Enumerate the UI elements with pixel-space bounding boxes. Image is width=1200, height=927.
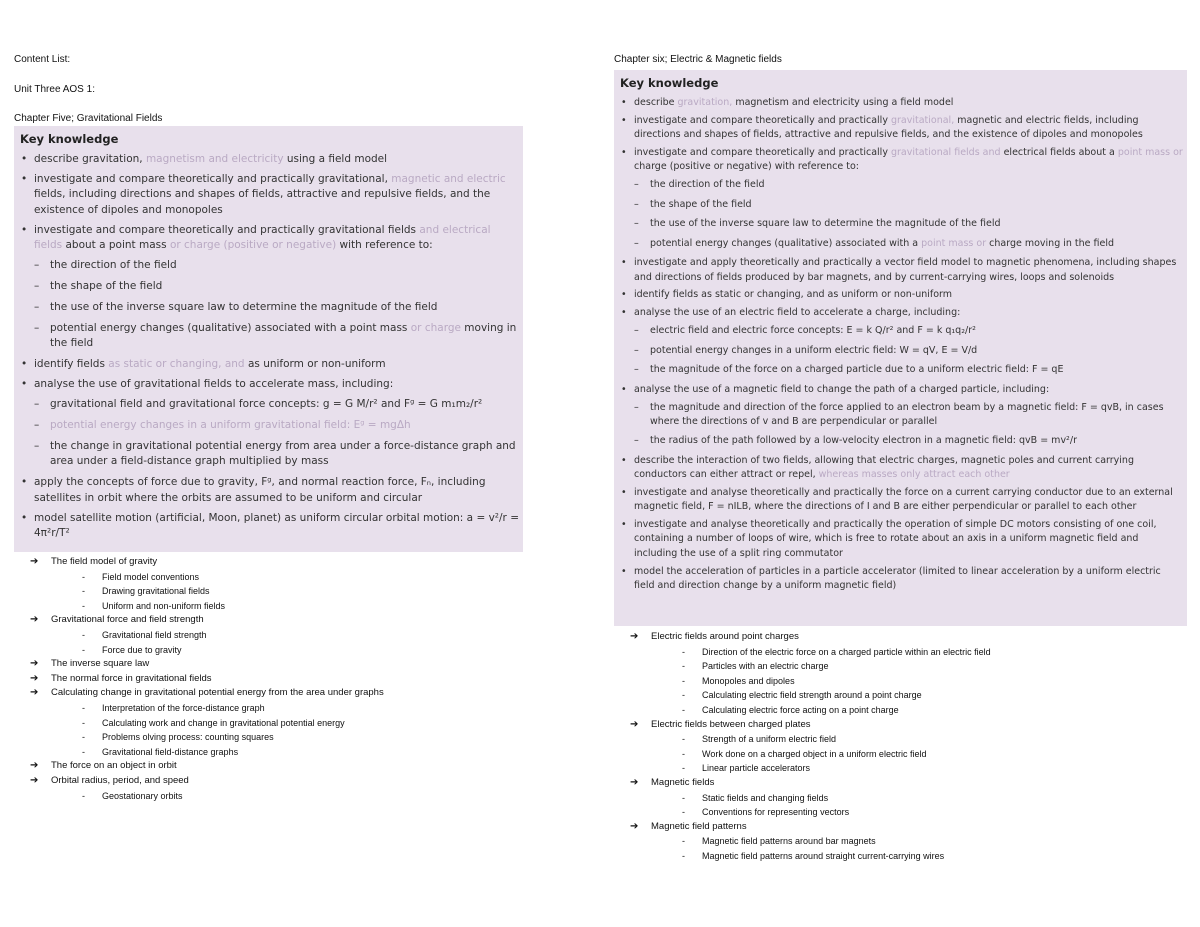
key-knowledge-sub-item — [20, 300, 519, 316]
subtopic-item: - Geostationary orbits — [30, 789, 384, 804]
topic-item: ➔ The field model of gravity — [30, 555, 384, 570]
key-knowledge-sub-item — [620, 217, 1183, 231]
text-segment: electrical fields about a — [1000, 147, 1118, 159]
text-segment: electric field and electric force concepts: E = k Q/r² and F = k q₁q₂/r² — [650, 325, 976, 337]
subtopic-item: - Monopoles and dipoles — [630, 674, 991, 689]
text-segment: about a point mass — [62, 239, 170, 252]
key-knowledge-sub-item — [620, 401, 1183, 430]
text-segment: apply the concepts of force due to gravity, Fᵍ, and normal reaction force, Fₙ, including satellites in orbit where the orbits are assumed to be uniform and circular — [34, 476, 486, 504]
faded-text: and electrical fields — [34, 223, 491, 252]
topic-item: ➔ The inverse square law — [30, 657, 384, 672]
text-segment: moving in the field — [50, 321, 517, 350]
faded-text: magnetic and electric — [391, 172, 506, 185]
faded-text: potential energy changes in a uniform gravitational field: Eᵍ = mgΔh — [50, 418, 411, 431]
topic-item: ➔ The force on an object in orbit — [30, 759, 384, 774]
key-knowledge-bullet — [20, 172, 519, 219]
text-segment: analyse the use of an electric field to accelerate a charge, including: — [634, 307, 961, 319]
faded-text: gravitational fields and — [890, 147, 1001, 159]
text-segment: the direction of the field — [50, 259, 177, 272]
text-segment: model satellite motion (artificial, Moon, planet) as uniform circular orbital motion: a = v²/r = 4π²r/T² — [34, 511, 520, 540]
key-knowledge-bullet — [620, 146, 1183, 175]
key-knowledge-bullet — [620, 256, 1183, 285]
content-list-heading: Content List: — [14, 54, 71, 65]
text-segment: potential energy changes (qualitative) associated with a point mass — [50, 321, 411, 334]
key-knowledge-bullet — [620, 454, 1183, 483]
key-knowledge-sub-item — [20, 418, 519, 434]
text-segment: charge (positive or negative) with reference to: — [634, 161, 859, 173]
topic-item: ➔ Electric fields between charged plates — [630, 718, 991, 733]
key-knowledge-bullet — [20, 475, 519, 506]
key-knowledge-bullet — [620, 288, 1183, 302]
faded-text: magnetism and electricity — [145, 153, 284, 165]
subtopic-item: - Work done on a charged object in a uniform electric field — [630, 747, 991, 762]
chapter-five-topic-list — [30, 555, 384, 803]
subtopic-item: - Field model conventions — [30, 570, 384, 585]
subtopic-item: - Conventions for representing vectors — [630, 805, 991, 820]
subtopic-item: - Magnetic field patterns around bar magnets — [630, 834, 991, 849]
key-knowledge-bullet — [620, 306, 1183, 320]
text-segment: investigate and compare theoretically and practically gravitational fields — [34, 223, 420, 236]
faded-text: or charge — [410, 321, 461, 334]
key-knowledge-sub-item — [620, 344, 1183, 358]
text-segment: model the acceleration of particles in a particle accelerator (limited to linear acceleration by a uniform electric field and direction change by a uniform magnetic field) — [634, 565, 1161, 591]
text-segment: the magnitude of the force on a charged particle due to a uniform electric field: F = qE — [650, 364, 1064, 376]
text-segment: describe gravitation, — [34, 153, 146, 165]
topic-item: ➔ The normal force in gravitational fields — [30, 672, 384, 687]
key-knowledge-list — [620, 96, 1183, 593]
key-knowledge-sub-item — [20, 439, 519, 470]
key-knowledge-bullet — [620, 114, 1183, 143]
chapter-six-topic-list — [630, 630, 991, 864]
key-knowledge-bullet — [20, 511, 519, 542]
key-knowledge-bullet — [620, 518, 1183, 561]
key-knowledge-sub-item — [620, 178, 1183, 192]
text-segment: magnetic and electric fields, including directions and shapes of fields, attractive and repulsive fields, and the existence of dipoles and monopoles — [634, 114, 1143, 141]
chapter-five-heading: Chapter Five; Gravitational Fields — [14, 113, 163, 124]
text-segment: investigate and compare theoretically and practically — [634, 147, 891, 159]
subtopic-item: - Force due to gravity — [30, 643, 384, 658]
text-segment: analyse the use of gravitational fields to accelerate mass, including: — [34, 378, 394, 391]
key-knowledge-sub-item — [20, 321, 519, 352]
faded-text: or charge (positive or negative) — [169, 239, 337, 252]
faded-text: point mass or — [1117, 147, 1183, 159]
key-knowledge-bullet — [620, 486, 1183, 515]
unit-heading: Unit Three AOS 1: — [14, 84, 95, 95]
text-segment: analyse the use of a magnetic field to change the path of a charged particle, including: — [634, 383, 1050, 395]
topic-item: ➔ Gravitational force and field strength — [30, 613, 384, 628]
key-knowledge-box-gravitational — [14, 126, 523, 552]
subtopic-item: - Calculating work and change in gravitational potential energy — [30, 716, 384, 731]
faded-text: gravitational, — [890, 114, 955, 126]
key-knowledge-sub-item — [620, 324, 1183, 338]
key-knowledge-bullet — [20, 357, 519, 373]
subtopic-item: - Strength of a uniform electric field — [630, 732, 991, 747]
key-knowledge-bullet — [20, 152, 519, 168]
key-knowledge-sub-item — [20, 279, 519, 295]
text-segment: describe — [634, 97, 678, 108]
subtopic-item: - Particles with an electric charge — [630, 659, 991, 674]
text-segment: the change in gravitational potential energy from area under a force-distance graph and area under a field-distance graph multiplied by mass — [50, 439, 516, 468]
key-knowledge-sub-item — [20, 397, 519, 413]
faded-text: gravitation, — [677, 97, 733, 108]
text-segment: potential energy changes (qualitative) associated with a — [650, 237, 922, 249]
topic-item: ➔ Magnetic fields — [630, 776, 991, 791]
key-knowledge-sub-item — [620, 198, 1183, 212]
text-segment: fields, including directions and shapes of fields, attractive and repulsive fields, and the existence of dipoles and monopoles — [34, 188, 491, 216]
text-segment: the radius of the path followed by a low-velocity electron in a magnetic field: qvB = mv²/r — [650, 435, 1077, 447]
text-segment: with reference to: — [336, 239, 433, 252]
key-knowledge-bullet — [20, 377, 519, 393]
topic-item: ➔ Orbital radius, period, and speed — [30, 774, 384, 789]
text-segment: identify fields as static or changing, and as uniform or non-uniform — [634, 289, 953, 301]
subtopic-item: - Static fields and changing fields — [630, 791, 991, 806]
text-segment: describe the interaction of two fields, allowing that electric charges, magnetic poles and current carrying conductors can either attract or repel, — [634, 454, 1134, 481]
topic-item: ➔ Calculating change in gravitational potential energy from the area under graphs — [30, 686, 384, 701]
text-segment: gravitational field and gravitational force concepts: g = G M/r² and Fᵍ = G m₁m₂/r² — [50, 398, 483, 411]
subtopic-item: - Calculating electric force acting on a point charge — [630, 703, 991, 718]
subtopic-item: - Interpretation of the force-distance graph — [30, 701, 384, 716]
subtopic-item: - Drawing gravitational fields — [30, 584, 384, 599]
text-segment: investigate and compare theoretically and practically gravitational, — [34, 172, 392, 185]
text-segment: potential energy changes in a uniform electric field: W = qV, E = V/d — [650, 344, 978, 356]
text-segment: the shape of the field — [650, 198, 752, 210]
subtopic-item: - Magnetic field patterns around straight current-carrying wires — [630, 849, 991, 864]
key-knowledge-sub-item — [620, 237, 1183, 251]
text-segment: magnetism and electricity using a field model — [732, 97, 954, 108]
text-segment: using a field model — [283, 153, 388, 165]
text-segment: investigate and apply theoretically and practically a vector field model to magnetic phenomena, including shapes and directions of fields produced by bar magnets, and by current-carrying wires, loops and solenoids — [634, 257, 1177, 283]
key-knowledge-box-electric-magnetic — [614, 70, 1187, 626]
key-knowledge-sub-item — [20, 258, 519, 274]
text-segment: investigate and compare theoretically and practically — [634, 114, 891, 126]
subtopic-item: - Linear particle accelerators — [630, 761, 991, 776]
key-knowledge-bullet — [20, 223, 519, 254]
faded-text: whereas masses only attract each other — [818, 469, 1010, 481]
text-segment: the direction of the field — [650, 179, 765, 191]
subtopic-item: - Gravitational field strength — [30, 628, 384, 643]
text-segment: the shape of the field — [50, 280, 163, 293]
topic-item: ➔ Electric fields around point charges — [630, 630, 991, 645]
chapter-six-heading: Chapter six; Electric & Magnetic fields — [614, 54, 782, 65]
key-knowledge-bullet — [620, 383, 1183, 397]
text-segment: the magnitude and direction of the force applied to an electron beam by a magnetic field: F = qvB, in cases where the directions of v and B are perpendicular or parallel — [650, 401, 1164, 427]
text-segment: investigate and analyse theoretically and practically the operation of simple DC motors consisting of one coil, containing a number of loops of wire, which is free to rotate about an axis in a uniform magnetic field and including the use of a split ring commutator — [634, 519, 1157, 559]
text-segment: as uniform or non-uniform — [244, 358, 386, 371]
key-knowledge-list — [20, 152, 519, 542]
key-knowledge-bullet — [620, 565, 1183, 594]
key-knowledge-title: Key knowledge — [20, 132, 119, 146]
text-segment: the use of the inverse square law to determine the magnitude of the field — [650, 218, 1001, 230]
key-knowledge-sub-item — [620, 363, 1183, 377]
key-knowledge-sub-item — [620, 434, 1183, 448]
text-segment: the use of the inverse square law to determine the magnitude of the field — [50, 300, 438, 313]
subtopic-item: - Calculating electric field strength around a point charge — [630, 688, 991, 703]
topic-item: ➔ Magnetic field patterns — [630, 820, 991, 835]
subtopic-item: - Uniform and non-uniform fields — [30, 599, 384, 614]
subtopic-item: - Gravitational field-distance graphs — [30, 745, 384, 760]
faded-text: as static or changing, and — [108, 358, 245, 371]
subtopic-item: - Problems olving process: counting squares — [30, 730, 384, 745]
text-segment: identify fields — [34, 358, 109, 371]
text-segment: investigate and analyse theoretically and practically the force on a current carrying conductor due to an external magnetic field, F = nILB, where the directions of I and B are either perpendicular or parallel to each other — [634, 486, 1173, 513]
faded-text: point mass or — [921, 237, 987, 249]
key-knowledge-bullet — [620, 96, 1183, 110]
subtopic-item: - Direction of the electric force on a charged particle within an electric field — [630, 645, 991, 660]
text-segment: charge moving in the field — [986, 237, 1115, 249]
key-knowledge-title: Key knowledge — [620, 76, 719, 90]
